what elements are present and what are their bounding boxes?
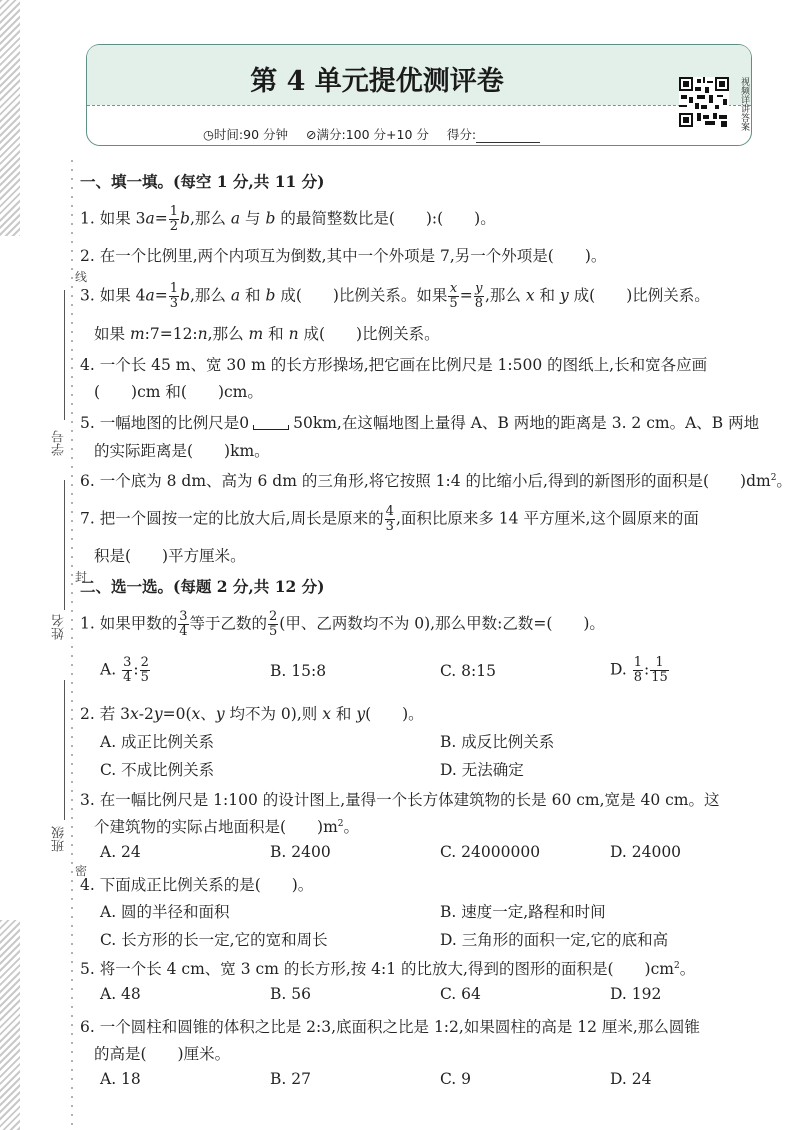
binding-dot bbox=[71, 1051, 73, 1053]
binding-dot bbox=[71, 565, 73, 567]
frac-half: $\frac{1}{2}$ bbox=[169, 204, 179, 234]
binding-dot bbox=[71, 844, 73, 846]
binding-dot bbox=[71, 988, 73, 990]
binding-dot bbox=[71, 889, 73, 891]
binding-hatch-bottom bbox=[0, 920, 20, 1130]
s2-q4: 4. 下面成正比例关系的是( )。 bbox=[80, 876, 314, 894]
s2-q6a: 6. 一个圆柱和圆锥的体积之比是 2:3,底面积之比是 1:2,如果圆柱的高是 12 厘米,那么圆锥 bbox=[80, 1018, 700, 1036]
binding-dot bbox=[71, 664, 73, 666]
s2-q6-opt-a[interactable]: A. 18 bbox=[100, 1070, 141, 1088]
binding-dot bbox=[71, 376, 73, 378]
binding-dot bbox=[71, 610, 73, 612]
clock-icon: ◷ bbox=[203, 127, 214, 142]
binding-dot bbox=[71, 232, 73, 234]
binding-dot bbox=[71, 439, 73, 441]
binding-dot bbox=[71, 295, 73, 297]
binding-dot bbox=[71, 763, 73, 765]
binding-dot bbox=[71, 214, 73, 216]
binding-dot bbox=[71, 1105, 73, 1107]
s2-q6-opt-b[interactable]: B. 27 bbox=[270, 1070, 311, 1088]
binding-dot bbox=[71, 646, 73, 648]
binding-dot bbox=[71, 160, 73, 162]
binding-dot bbox=[71, 817, 73, 819]
seal-char-secret: 密 bbox=[75, 864, 88, 878]
binding-dot bbox=[71, 619, 73, 621]
seal-char-seal: 封 bbox=[75, 570, 88, 584]
section2-title: 二、选一选。(每题 2 分,共 12 分) bbox=[80, 577, 325, 596]
exam-meta bbox=[203, 125, 554, 143]
binding-dot bbox=[71, 547, 73, 549]
number-blank bbox=[64, 290, 65, 420]
binding-hatch-top bbox=[0, 0, 20, 236]
page-title: 第 4 单元提优测评卷 bbox=[250, 66, 504, 97]
s2-q6-opt-c[interactable]: C. 9 bbox=[440, 1070, 472, 1088]
s2-q1-opt-b[interactable]: B. 15:8 bbox=[270, 662, 327, 680]
s2-q1: 1. 如果甲数的 $\frac{3}{4}$ 等于乙数的 $\frac{2}{5}$ (甲、乙两数均不为 0),那么甲数:乙数=( )。 bbox=[80, 609, 605, 639]
s2-q4-opt-d[interactable]: D. 三角形的面积一定,它的底和高 bbox=[440, 931, 669, 949]
binding-dot bbox=[71, 169, 73, 171]
s2-q6-opt-d[interactable]: D. 24 bbox=[610, 1070, 652, 1088]
full-score-info: ⊘满分:100 分+10 分 bbox=[306, 127, 429, 142]
s1-q2: 2. 在一个比例里,两个内项互为倒数,其中一个外项是 7,另一个外项是( )。 bbox=[80, 247, 607, 265]
binding-dot bbox=[71, 520, 73, 522]
s2-q5-opt-d[interactable]: D. 192 bbox=[610, 985, 662, 1003]
binding-dot bbox=[71, 394, 73, 396]
binding-dot bbox=[71, 556, 73, 558]
binding-dot bbox=[71, 952, 73, 954]
s2-q3b: 个建筑物的实际占地面积是( )$m^2$。 bbox=[94, 818, 360, 836]
binding-dot bbox=[71, 907, 73, 909]
s1-q1: 1. 如果 3a= $\frac{1}{2}$ b,那么 a 与 b 的最简整数比是( ):( )。 bbox=[80, 204, 496, 234]
scale-bar-icon bbox=[249, 416, 293, 432]
binding-dot bbox=[71, 538, 73, 540]
binding-dot bbox=[71, 511, 73, 513]
s2-q4-opt-a[interactable]: A. 圆的半径和面积 bbox=[100, 903, 230, 921]
binding-dot bbox=[71, 493, 73, 495]
binding-dot bbox=[71, 655, 73, 657]
binding-margin bbox=[22, 0, 88, 1130]
binding-dot bbox=[71, 403, 73, 405]
binding-dot bbox=[71, 430, 73, 432]
binding-dot bbox=[71, 529, 73, 531]
binding-dot bbox=[71, 268, 73, 270]
name-label: 姓名 bbox=[52, 614, 67, 640]
binding-dot bbox=[71, 781, 73, 783]
binding-dot bbox=[71, 457, 73, 459]
s2-q3-opt-d[interactable]: D. 24000 bbox=[610, 843, 682, 861]
binding-dot bbox=[71, 277, 73, 279]
binding-dot bbox=[71, 772, 73, 774]
qr-caption: 视频详讲答案 bbox=[739, 77, 749, 131]
binding-dot bbox=[71, 1033, 73, 1035]
s2-q1-opt-a[interactable]: A. $\frac{3}{4}$ : $\frac{2}{5}$ bbox=[100, 655, 149, 685]
binding-dot bbox=[71, 592, 73, 594]
binding-dot bbox=[71, 835, 73, 837]
binding-dot bbox=[71, 880, 73, 882]
binding-dot bbox=[71, 1042, 73, 1044]
binding-dot bbox=[71, 853, 73, 855]
binding-dot bbox=[71, 871, 73, 873]
binding-dot bbox=[71, 304, 73, 306]
binding-dot bbox=[71, 340, 73, 342]
s2-q2-opt-a[interactable]: A. 成正比例关系 bbox=[100, 733, 215, 751]
binding-dot bbox=[71, 943, 73, 945]
s1-q7a: 7. 把一个圆按一定的比放大后,周长是原来的 $\frac{4}{3}$ ,面积比原来多 14 平方厘米,这个圆原来的面 bbox=[80, 504, 699, 534]
s2-q2-opt-d[interactable]: D. 无法确定 bbox=[440, 761, 524, 779]
name-blank bbox=[64, 480, 65, 610]
binding-dot bbox=[71, 862, 73, 864]
s2-q1-opt-c[interactable]: C. 8:15 bbox=[440, 662, 496, 680]
s1-q4b: ( )cm 和( )cm。 bbox=[94, 383, 263, 401]
binding-dot bbox=[71, 970, 73, 972]
s2-q1-opt-d[interactable]: D. $\frac{1}{8}$ : $\frac{1}{15}$ bbox=[610, 655, 668, 685]
s1-q5a: 5. 一幅地图的比例尺是0 50km,在这幅地图上量得 A、B 两地的距离是 3. 2 cm。A、B 两地 bbox=[80, 414, 760, 432]
s1-q7b: 积是( )平方厘米。 bbox=[94, 547, 246, 565]
binding-dot bbox=[71, 754, 73, 756]
s2-q3-opt-c[interactable]: C. 24000000 bbox=[440, 843, 541, 861]
binding-dot bbox=[71, 322, 73, 324]
binding-dot bbox=[71, 718, 73, 720]
binding-dot bbox=[71, 1069, 73, 1071]
score-blank bbox=[476, 130, 540, 143]
binding-dot bbox=[71, 1123, 73, 1125]
binding-dot bbox=[71, 187, 73, 189]
binding-dot bbox=[71, 826, 73, 828]
s2-q2-opt-c[interactable]: C. 不成比例关系 bbox=[100, 761, 215, 779]
binding-dot bbox=[71, 205, 73, 207]
binding-dot bbox=[71, 727, 73, 729]
binding-dot bbox=[71, 313, 73, 315]
binding-dot bbox=[71, 367, 73, 369]
binding-dot bbox=[71, 250, 73, 252]
binding-dot bbox=[71, 979, 73, 981]
qr-code-icon[interactable] bbox=[679, 77, 729, 127]
binding-dot bbox=[71, 637, 73, 639]
binding-dot bbox=[71, 745, 73, 747]
binding-dot bbox=[71, 484, 73, 486]
binding-dot bbox=[71, 934, 73, 936]
s2-q3a: 3. 在一幅比例尺是 1:100 的设计图上,量得一个长方体建筑物的长是 60 cm,宽是 40 cm。这 bbox=[80, 791, 720, 809]
s2-q2-opt-b[interactable]: B. 成反比例关系 bbox=[440, 733, 555, 751]
number-label: 学号 bbox=[52, 430, 67, 456]
seal-char-line: 线 bbox=[75, 270, 88, 284]
binding-dot bbox=[71, 1114, 73, 1116]
s2-q5: 5. 将一个长 4 cm、宽 3 cm 的长方形,按 4:1 的比放大,得到的图形的面积是( )$cm^2$。 bbox=[80, 960, 696, 978]
s2-q5-opt-b[interactable]: B. 56 bbox=[270, 985, 311, 1003]
s2-q5-opt-a[interactable]: A. 48 bbox=[100, 985, 141, 1003]
binding-dot bbox=[71, 331, 73, 333]
s2-q6b: 的高是( )厘米。 bbox=[94, 1045, 231, 1063]
s1-q4a: 4. 一个长 45 m、宽 30 m 的长方形操场,把它画在比例尺是 1:500 的图纸上,长和宽各应画 bbox=[80, 356, 708, 374]
binding-dot bbox=[71, 1078, 73, 1080]
binding-dot bbox=[71, 961, 73, 963]
section1-title: 一、填一填。(每空 1 分,共 11 分) bbox=[80, 172, 325, 191]
binding-dot bbox=[71, 358, 73, 360]
binding-dot bbox=[71, 601, 73, 603]
binding-dot bbox=[71, 349, 73, 351]
binding-dot bbox=[71, 196, 73, 198]
exam-header bbox=[86, 44, 752, 146]
binding-dot bbox=[71, 1087, 73, 1089]
binding-dot bbox=[71, 583, 73, 585]
binding-dot bbox=[71, 574, 73, 576]
time-info: ◷时间:90 分钟 bbox=[203, 127, 289, 142]
s1-q3: 3. 如果 4a= $\frac{1}{3}$ b,那么 a 和 b 成( )比例关系。如果 $\frac{x}{5}$ = $\frac{y}{8}$ ,那么 x 和 y 成( )比例关系。 bbox=[80, 281, 710, 311]
binding-dot bbox=[71, 790, 73, 792]
binding-dot bbox=[71, 916, 73, 918]
header-divider bbox=[87, 105, 751, 106]
score-field: 得分: bbox=[447, 127, 540, 142]
binding-dot bbox=[71, 709, 73, 711]
binding-dot bbox=[71, 673, 73, 675]
binding-dot bbox=[71, 223, 73, 225]
s2-q5-opt-c[interactable]: C. 64 bbox=[440, 985, 481, 1003]
binding-dot bbox=[71, 286, 73, 288]
binding-dot bbox=[71, 259, 73, 261]
binding-dot bbox=[71, 421, 73, 423]
binding-dot bbox=[71, 502, 73, 504]
s2-q4-opt-c[interactable]: C. 长方形的长一定,它的宽和周长 bbox=[100, 931, 328, 949]
binding-dot bbox=[71, 1060, 73, 1062]
binding-dot bbox=[71, 178, 73, 180]
s1-q6: 6. 一个底为 8 dm、高为 6 dm 的三角形,将它按照 1:4 的比缩小后,得到的新图形的面积是( )$dm^2$。 bbox=[80, 472, 792, 490]
binding-dot bbox=[71, 241, 73, 243]
binding-dot bbox=[71, 808, 73, 810]
binding-dot bbox=[71, 448, 73, 450]
binding-dot bbox=[71, 925, 73, 927]
binding-dot bbox=[71, 628, 73, 630]
s2-q4-opt-b[interactable]: B. 速度一定,路程和时间 bbox=[440, 903, 606, 921]
s2-q2: 2. 若 3x-2y=0(x、y 均不为 0),则 x 和 y( )。 bbox=[80, 705, 424, 723]
check-circle-icon: ⊘ bbox=[306, 127, 317, 142]
class-blank bbox=[64, 680, 65, 820]
binding-dot bbox=[71, 475, 73, 477]
binding-dot bbox=[71, 385, 73, 387]
binding-dot bbox=[71, 682, 73, 684]
s2-q3-opt-b[interactable]: B. 2400 bbox=[270, 843, 331, 861]
binding-dot bbox=[71, 691, 73, 693]
binding-dot bbox=[71, 700, 73, 702]
binding-dot bbox=[71, 412, 73, 414]
binding-dot bbox=[71, 799, 73, 801]
binding-dot bbox=[71, 1006, 73, 1008]
binding-dot bbox=[71, 1024, 73, 1026]
s1-q3b: 如果 m:7=12:n,那么 m 和 n 成( )比例关系。 bbox=[94, 325, 440, 343]
class-label: 班级 bbox=[52, 826, 67, 852]
binding-dot bbox=[71, 466, 73, 468]
binding-dot bbox=[71, 1015, 73, 1017]
binding-dot bbox=[71, 736, 73, 738]
binding-dot bbox=[71, 997, 73, 999]
binding-dot bbox=[71, 1096, 73, 1098]
binding-dot bbox=[71, 898, 73, 900]
s1-q5b: 的实际距离是( )km。 bbox=[94, 442, 270, 460]
s2-q3-opt-a[interactable]: A. 24 bbox=[100, 843, 141, 861]
